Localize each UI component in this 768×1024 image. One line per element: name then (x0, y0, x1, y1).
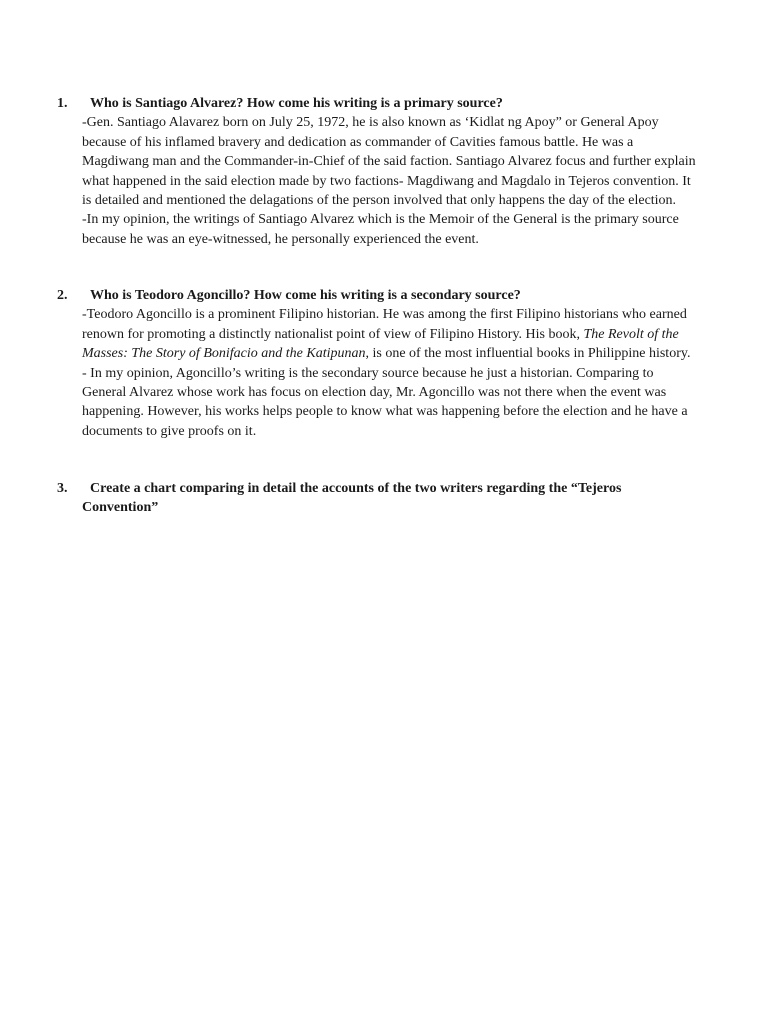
question-2-heading (57, 286, 697, 305)
answer-1 (57, 113, 697, 249)
question-2 (57, 286, 697, 441)
question-3 (57, 479, 697, 518)
answer-1-paragraph-2: -In my opinion, the writings of Santiago Alvarez which is the Memoir of the General is the primary source because he was an eye-witnessed, he personally experienced the event. (82, 212, 679, 247)
answer-2-paragraph-1 (82, 305, 697, 363)
answer-2-paragraph-2: - In my opinion, Agoncillo’s writing is the secondary source because he just a historian. Comparing to General Alvarez whose work has focus on election day, Mr. Agoncillo was not there when the event was happening. However, his works helps people to know what was happening before the election and he have a documents to give proofs on it. (82, 365, 688, 439)
question-3-number: 3. (57, 481, 68, 496)
question-3-text-line-2: Convention” (82, 500, 159, 516)
question-1-heading (57, 94, 697, 113)
question-1 (57, 94, 697, 249)
answer-2-text-before: -Teodoro Agoncillo is a prominent Filipino historian. He was among the first Filipino historians who earned renown for promoting a distinctly nationalist point of view of Filipino History. His book, (82, 307, 687, 342)
question-1-number: 1. (57, 96, 68, 111)
question-2-number: 2. (57, 288, 68, 303)
question-1-text: Who is Santiago Alvarez? How come his writing is a primary source? (90, 96, 503, 111)
book-title: The Revolt of the Masses: The Story of Bonifacio and the Katipunan (82, 326, 679, 362)
question-3-text-line-1: Create a chart comparing in detail the accounts of the two writers regarding the “Tejeros (90, 481, 622, 496)
question-3-heading (57, 479, 697, 518)
answer-1-paragraph-1: -Gen. Santiago Alavarez born on July 25, 1972, he is also known as ‘Kidlat ng Apoy” or General Apoy because of his inflamed bravery and dedication as commander of Cavities famous battle. He was a Magdiwang man and the Commander-in-Chief of the said faction. Santiago Alvarez focus and further explain what happened in the said election made by two factions- Magdiwang and Magdalo in Tejeros convention. It is detailed and mentioned the delagations of the person involved that only happens the day of the election. (82, 115, 696, 209)
answer-2-text-after: , is one of the most influential books in Philippine history. (365, 346, 691, 362)
question-2-text: Who is Teodoro Agoncillo? How come his writing is a secondary source? (90, 288, 521, 303)
answer-2 (57, 305, 697, 441)
